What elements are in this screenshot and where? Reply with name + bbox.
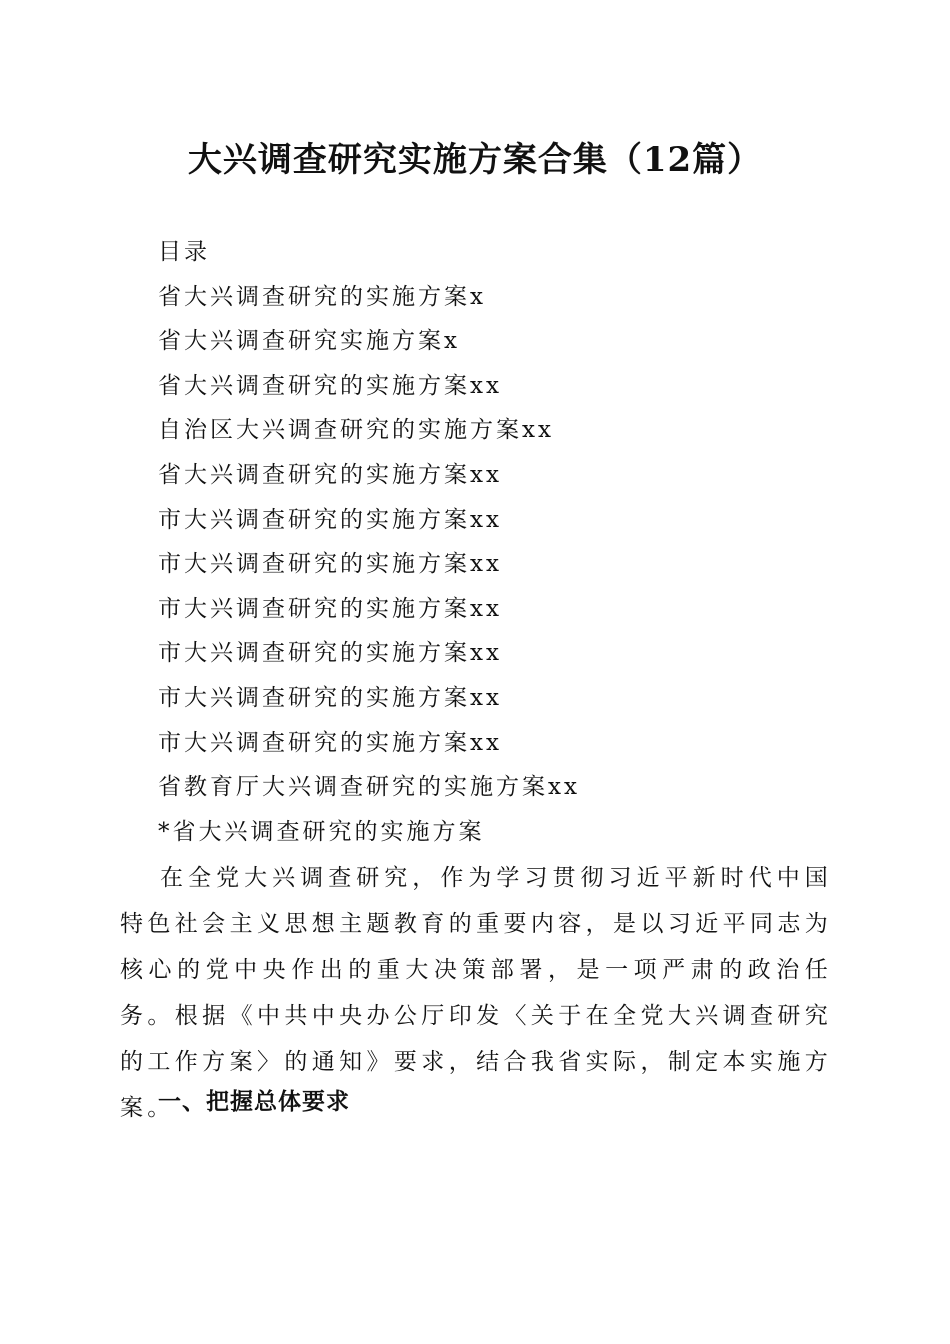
toc-heading: 目录: [158, 239, 210, 265]
toc-item: 市大兴调查研究的实施方案xx: [158, 506, 502, 533]
toc-item: 省大兴调查研究的实施方案xx: [158, 372, 502, 399]
toc-item: 市大兴调查研究的实施方案xx: [158, 729, 502, 756]
toc-item: 省大兴调查研究的实施方案xx: [158, 461, 502, 488]
toc-item: 省大兴调查研究实施方案x: [158, 328, 460, 355]
toc-item: *省大兴调查研究的实施方案: [158, 818, 485, 845]
toc-item: 自治区大兴调查研究的实施方案xx: [158, 417, 554, 444]
table-of-contents: [158, 230, 858, 854]
toc-item: 市大兴调查研究的实施方案xx: [158, 595, 502, 622]
toc-item: 市大兴调查研究的实施方案xx: [158, 640, 502, 667]
toc-item: 省大兴调查研究的实施方案x: [158, 283, 486, 310]
intro-paragraph: 在全党大兴调查研究，作为学习贯彻习近平新时代中国特色社会主义思想主题教育的重要内容，是以习近平同志为核心的党中央作出的重大决策部署，是一项严肃的政治任务。根据《中共中央办公厅印发〈关于在全党大兴调查研究的工作方案〉的通知》要求，结合我省实际，制定本实施方案。: [120, 865, 832, 1121]
toc-item: 省教育厅大兴调查研究的实施方案xx: [158, 774, 580, 801]
toc-item: 市大兴调查研究的实施方案xx: [158, 684, 502, 711]
toc-item: 市大兴调查研究的实施方案xx: [158, 551, 502, 578]
section-heading: 一、把握总体要求: [158, 1089, 350, 1115]
document-title: 大兴调查研究实施方案合集（12篇）: [187, 140, 763, 180]
